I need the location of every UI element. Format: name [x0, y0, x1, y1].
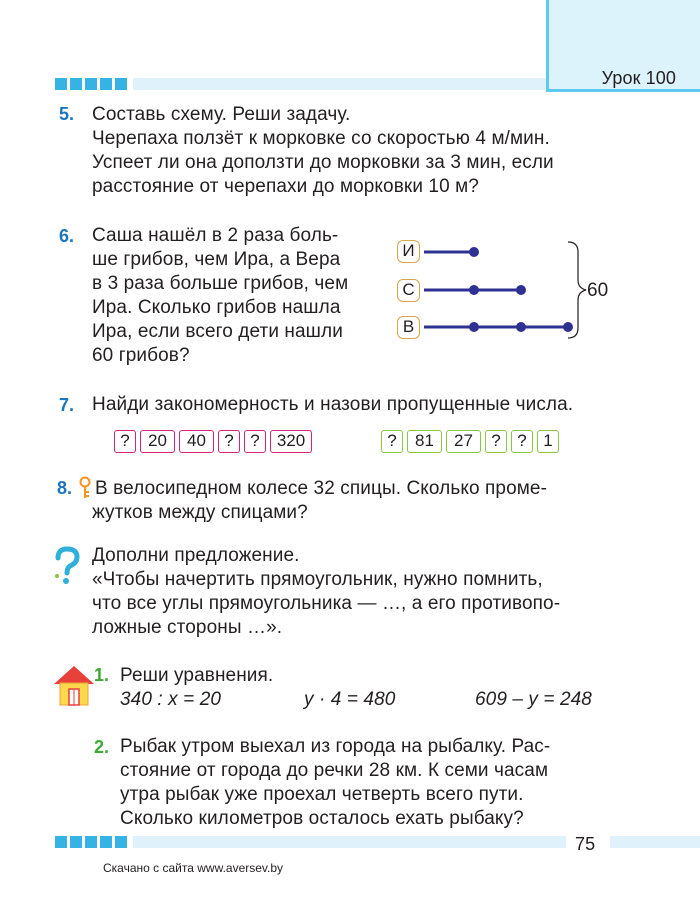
- task-6-line: Ира, если всего дети нашли: [92, 321, 343, 342]
- diagram-label-ira: И: [397, 240, 420, 263]
- task-5-number: 5.: [59, 104, 75, 124]
- sequence-2-box: ?: [511, 430, 533, 453]
- diagram-total: 60: [587, 280, 609, 301]
- task-8-line: жутков между спицами?: [92, 502, 308, 523]
- header-strip: [55, 78, 546, 90]
- diagram-label-vera: В: [397, 316, 420, 339]
- sequence-1-box: 40: [179, 430, 214, 453]
- question-icon: [52, 546, 82, 586]
- diagram-label-sasha: С: [397, 279, 420, 302]
- task-6-line: Саша нашёл в 2 раза боль-: [92, 225, 339, 246]
- task-5-line: Успеет ли она доползти до морковки за 3 мин, если: [92, 152, 554, 173]
- task-6-line: ше грибов, чем Ира, а Вера: [92, 249, 341, 270]
- lesson-title: Урок 100: [601, 68, 676, 88]
- task-6-line: в 3 раза больше грибов, чем: [92, 273, 349, 294]
- sequence-2-box: ?: [381, 430, 403, 453]
- task-6-line: Ира. Сколько грибов нашла: [92, 297, 341, 318]
- sequence-1-box: ?: [244, 430, 266, 453]
- sequence-1-box: ?: [114, 430, 136, 453]
- question-line: «Чтобы начертить прямоугольник, нужно помнить,: [92, 569, 543, 590]
- home-task-2-number: 2.: [94, 737, 110, 757]
- equation: 340 : x = 20: [120, 689, 222, 710]
- home-task-2-line: стояние от города до речки 28 км. К семи часам: [120, 760, 549, 781]
- home-task-2-line: Сколько километров осталось ехать рыбаку?: [120, 808, 524, 829]
- page-number: 75: [575, 834, 596, 854]
- sequence-2-box: 27: [446, 430, 481, 453]
- task-7-text: Найди закономерность и назови пропущенные числа.: [92, 394, 574, 415]
- question-line: что все углы прямоугольника — …, а его противопо-: [92, 593, 561, 614]
- task-5-line: Составь схему. Реши задачу.: [92, 104, 351, 125]
- sequence-2-box: ?: [485, 430, 507, 453]
- task-8-number: 8.: [57, 478, 73, 498]
- task-6-number: 6.: [59, 226, 75, 246]
- equation: y · 4 = 480: [304, 689, 396, 710]
- equation: 609 – y = 248: [475, 689, 592, 710]
- home-task-1-number: 1.: [94, 665, 110, 685]
- key-icon: [78, 476, 92, 500]
- question-line: Дополни предложение.: [92, 545, 300, 566]
- footer-source: Скачано с сайта www.aversev.by: [103, 861, 284, 875]
- sequence-1-box: 320: [270, 430, 312, 453]
- house-icon: [52, 664, 96, 708]
- sequence-2-box: 1: [537, 430, 559, 453]
- task-8-line: В велосипедном колесе 32 спицы. Сколько проме-: [95, 478, 547, 499]
- question-line: ложные стороны …».: [92, 617, 283, 638]
- sequence-1-box: ?: [218, 430, 240, 453]
- task-6-line: 60 грибов?: [92, 345, 190, 366]
- sequence-1-box: 20: [140, 430, 175, 453]
- home-task-2-line: утра рыбак уже проехал четверть всего пути.: [120, 784, 524, 805]
- home-task-2-line: Рыбак утром выехал из города на рыбалку. Рас-: [120, 736, 551, 757]
- task-7-number: 7.: [59, 395, 75, 415]
- home-task-1-title: Реши уравнения.: [120, 665, 274, 686]
- sequence-2-box: 81: [407, 430, 442, 453]
- task-5-line: Черепаха ползёт к морковке со скоростью 4 м/мин.: [92, 128, 550, 149]
- task-5-line: расстояние от черепахи до морковки 10 м?: [92, 176, 479, 197]
